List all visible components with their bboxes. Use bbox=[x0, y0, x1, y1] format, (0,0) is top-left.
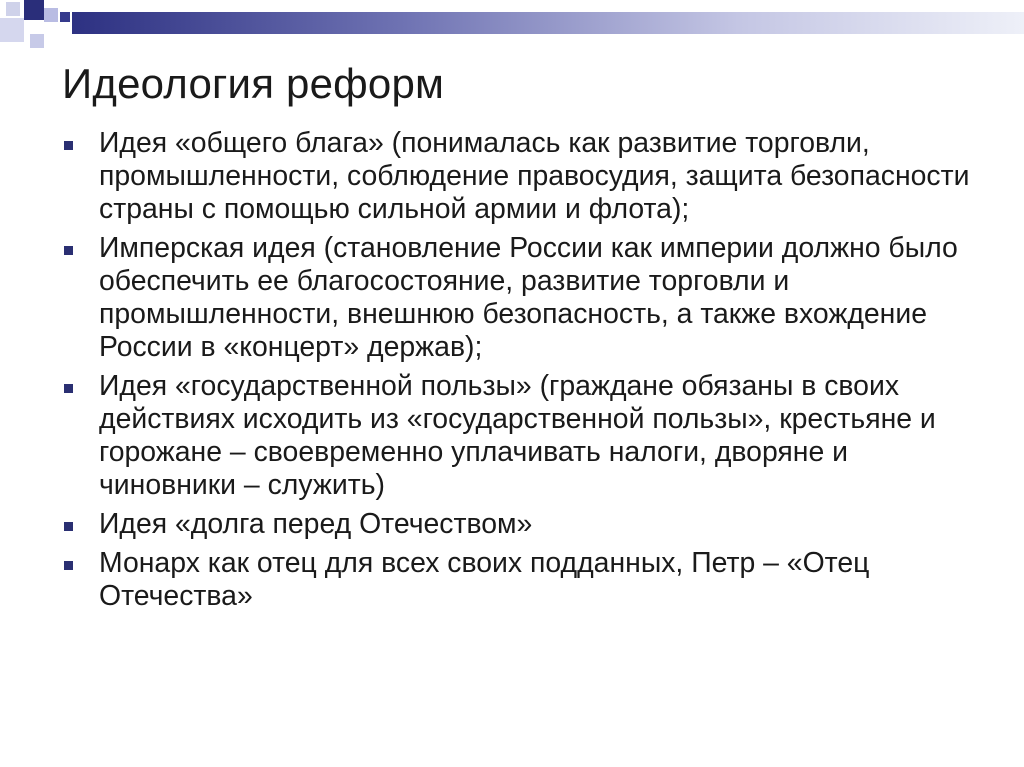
decorative-square bbox=[0, 18, 24, 42]
bullet-text: Идея «общего блага» (понималась как развитие торговли, промышленности, соблюдение правосудия, защита безопасности страны с помощью сильной армии и флота); bbox=[99, 127, 970, 225]
bullet-item bbox=[62, 547, 982, 613]
bullet-text: Идея «государственной пользы» (граждане обязаны в своих действиях исходить из «государственной пользы», крестьяне и горожане – своевременно уплачивать налоги, дворяне и чиновники – служить) bbox=[99, 370, 936, 501]
decorative-square bbox=[30, 34, 44, 48]
decorative-square bbox=[24, 0, 44, 20]
decorative-square bbox=[60, 12, 70, 22]
bullet-item bbox=[62, 232, 982, 364]
square-bullet-icon bbox=[64, 141, 73, 150]
bullet-text: Имперская идея (становление России как империи должно было обеспечить ее благосостояние, развитие торговли и промышленности, внешнюю безопасность, а также вхождение России в «концерт» держав); bbox=[99, 232, 958, 363]
slide-title: Идеология реформ bbox=[62, 60, 445, 107]
bullet-item bbox=[62, 127, 982, 226]
decorative-square bbox=[44, 8, 58, 22]
header-gradient-bar bbox=[72, 12, 1024, 34]
bullet-item bbox=[62, 508, 982, 541]
decorative-square bbox=[6, 2, 20, 16]
bullet-text: Идея «долга перед Отечеством» bbox=[99, 508, 533, 540]
bullet-item bbox=[62, 370, 982, 502]
square-bullet-icon bbox=[64, 522, 73, 531]
bullet-text: Монарх как отец для всех своих подданных, Петр – «Отец Отечества» bbox=[99, 547, 870, 612]
square-bullet-icon bbox=[64, 246, 73, 255]
bullet-list bbox=[62, 127, 982, 619]
square-bullet-icon bbox=[64, 384, 73, 393]
square-bullet-icon bbox=[64, 561, 73, 570]
